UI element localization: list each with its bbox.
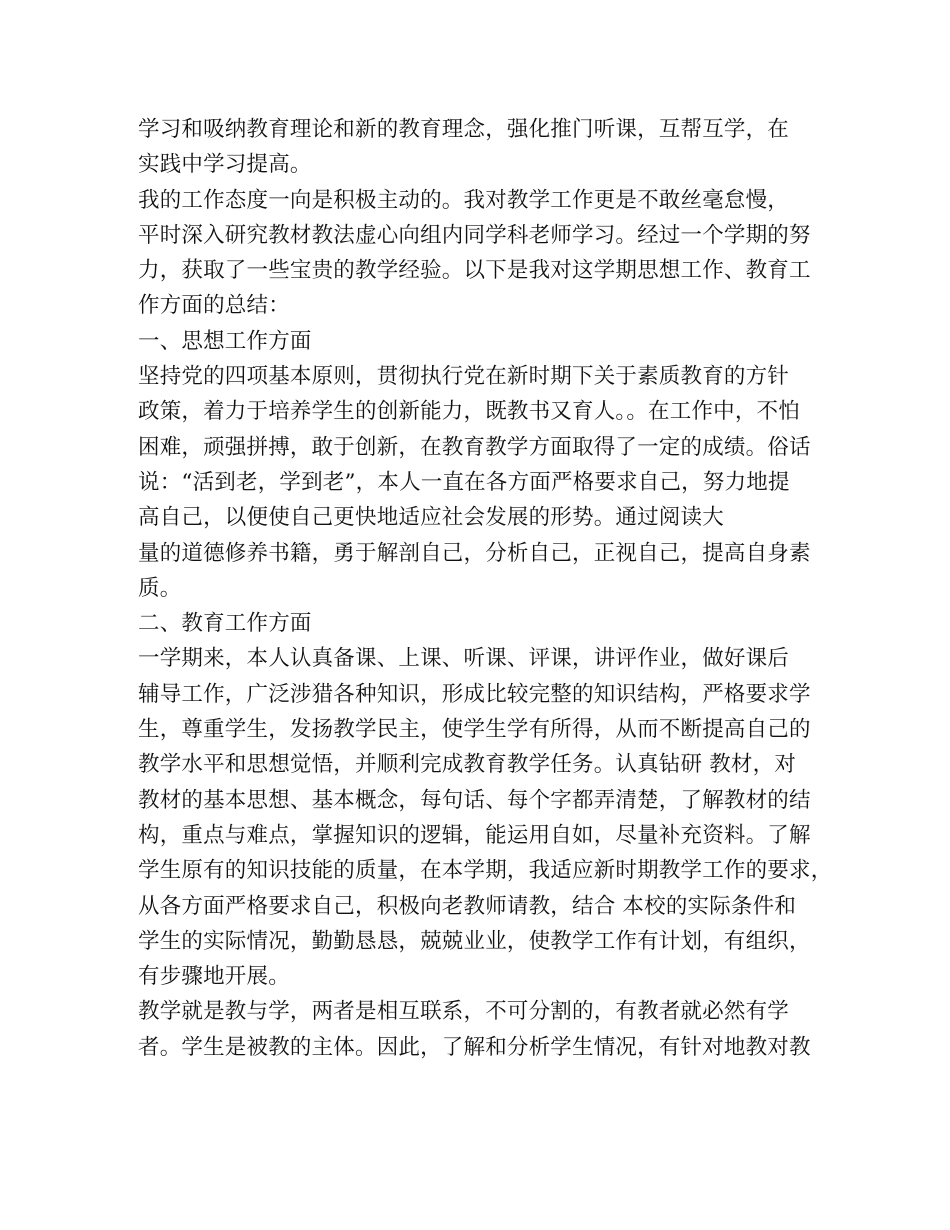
text-line: 我的工作态度一向是积极主动的。我对教学工作更是不敢丝毫怠慢， — [138, 187, 790, 213]
text-line: 生，尊重学生，发扬教学民主，使学生学有所得，从而不断提高自己的 — [138, 717, 811, 743]
text-line: 量的道德修养书籍，勇于解剖自己，分析自己，正视自己，提高自身素 — [138, 540, 811, 566]
text-line: 平时深入研究教材教法虚心向组内同学科老师学习。经过一个学期的努 — [138, 222, 811, 248]
text-line: 教材的基本思想、基本概念，每句话、每个字都弄清楚，了解教材的结 — [138, 787, 811, 813]
text-line: 教学水平和思想觉悟，并顺利完成教育教学任务。认真钻研 教材，对 — [138, 752, 797, 778]
text-line: 辅导工作，广泛涉猎各种知识，形成比较完整的知识结构，严格要求学 — [138, 681, 811, 707]
text-line: 构，重点与难点，掌握知识的逻辑，能运用自如，尽量补充资料。了解 — [138, 822, 811, 848]
text-line: 教学就是教与学，两者是相互联系，不可分割的，有教者就必然有学 — [138, 999, 790, 1025]
section-heading: 二、教育工作方面 — [138, 611, 312, 637]
document-body — [138, 112, 833, 1065]
text-line: 从各方面严格要求自己，积极向老教师请教，结合 本校的实际条件和 — [138, 893, 797, 919]
text-line: 质。 — [138, 575, 182, 601]
text-line: 者。学生是被教的主体。因此，了解和分析学生情况，有针对地教对教 — [138, 1034, 811, 1060]
text-line: 有步骤地开展。 — [138, 964, 290, 990]
text-line: 实践中学习提高。 — [138, 152, 312, 178]
text-line: 困难，顽强拼搏，敢于创新，在教育教学方面取得了一定的成绩。俗话 — [138, 434, 811, 460]
text-line: 学生原有的知识技能的质量，在本学期，我适应新时期教学工作的要求， — [138, 858, 833, 884]
text-line: 学习和吸纳教育理论和新的教育理念，强化推门听课，互帮互学，在 — [138, 117, 790, 142]
text-line: 作方面的总结： — [138, 293, 290, 319]
text-line: 政策，着力于培养学生的创新能力，既教书又育人。。在工作中，不怕 — [138, 399, 800, 425]
text-line: 坚持党的四项基本原则，贯彻执行党在新时期下关于素质教育的方针 — [138, 364, 790, 390]
text-line: 说：“活到老，学到老”，本人一直在各方面严格要求自己，努力地提 — [138, 469, 790, 495]
text-line: 学生的实际情况，勤勤恳恳，兢兢业业，使教学工作有计划，有组织， — [138, 928, 811, 954]
section-heading: 一、思想工作方面 — [138, 328, 312, 354]
text-line: 高自己，以便使自己更快地适应社会发展的形势。通过阅读大 — [138, 505, 724, 531]
text-line: 一学期来，本人认真备课、上课、听课、评课，讲评作业，做好课后 — [138, 646, 790, 672]
text-line: 力，获取了一些宝贵的教学经验。以下是我对这学期思想工作、教育工 — [138, 258, 811, 284]
